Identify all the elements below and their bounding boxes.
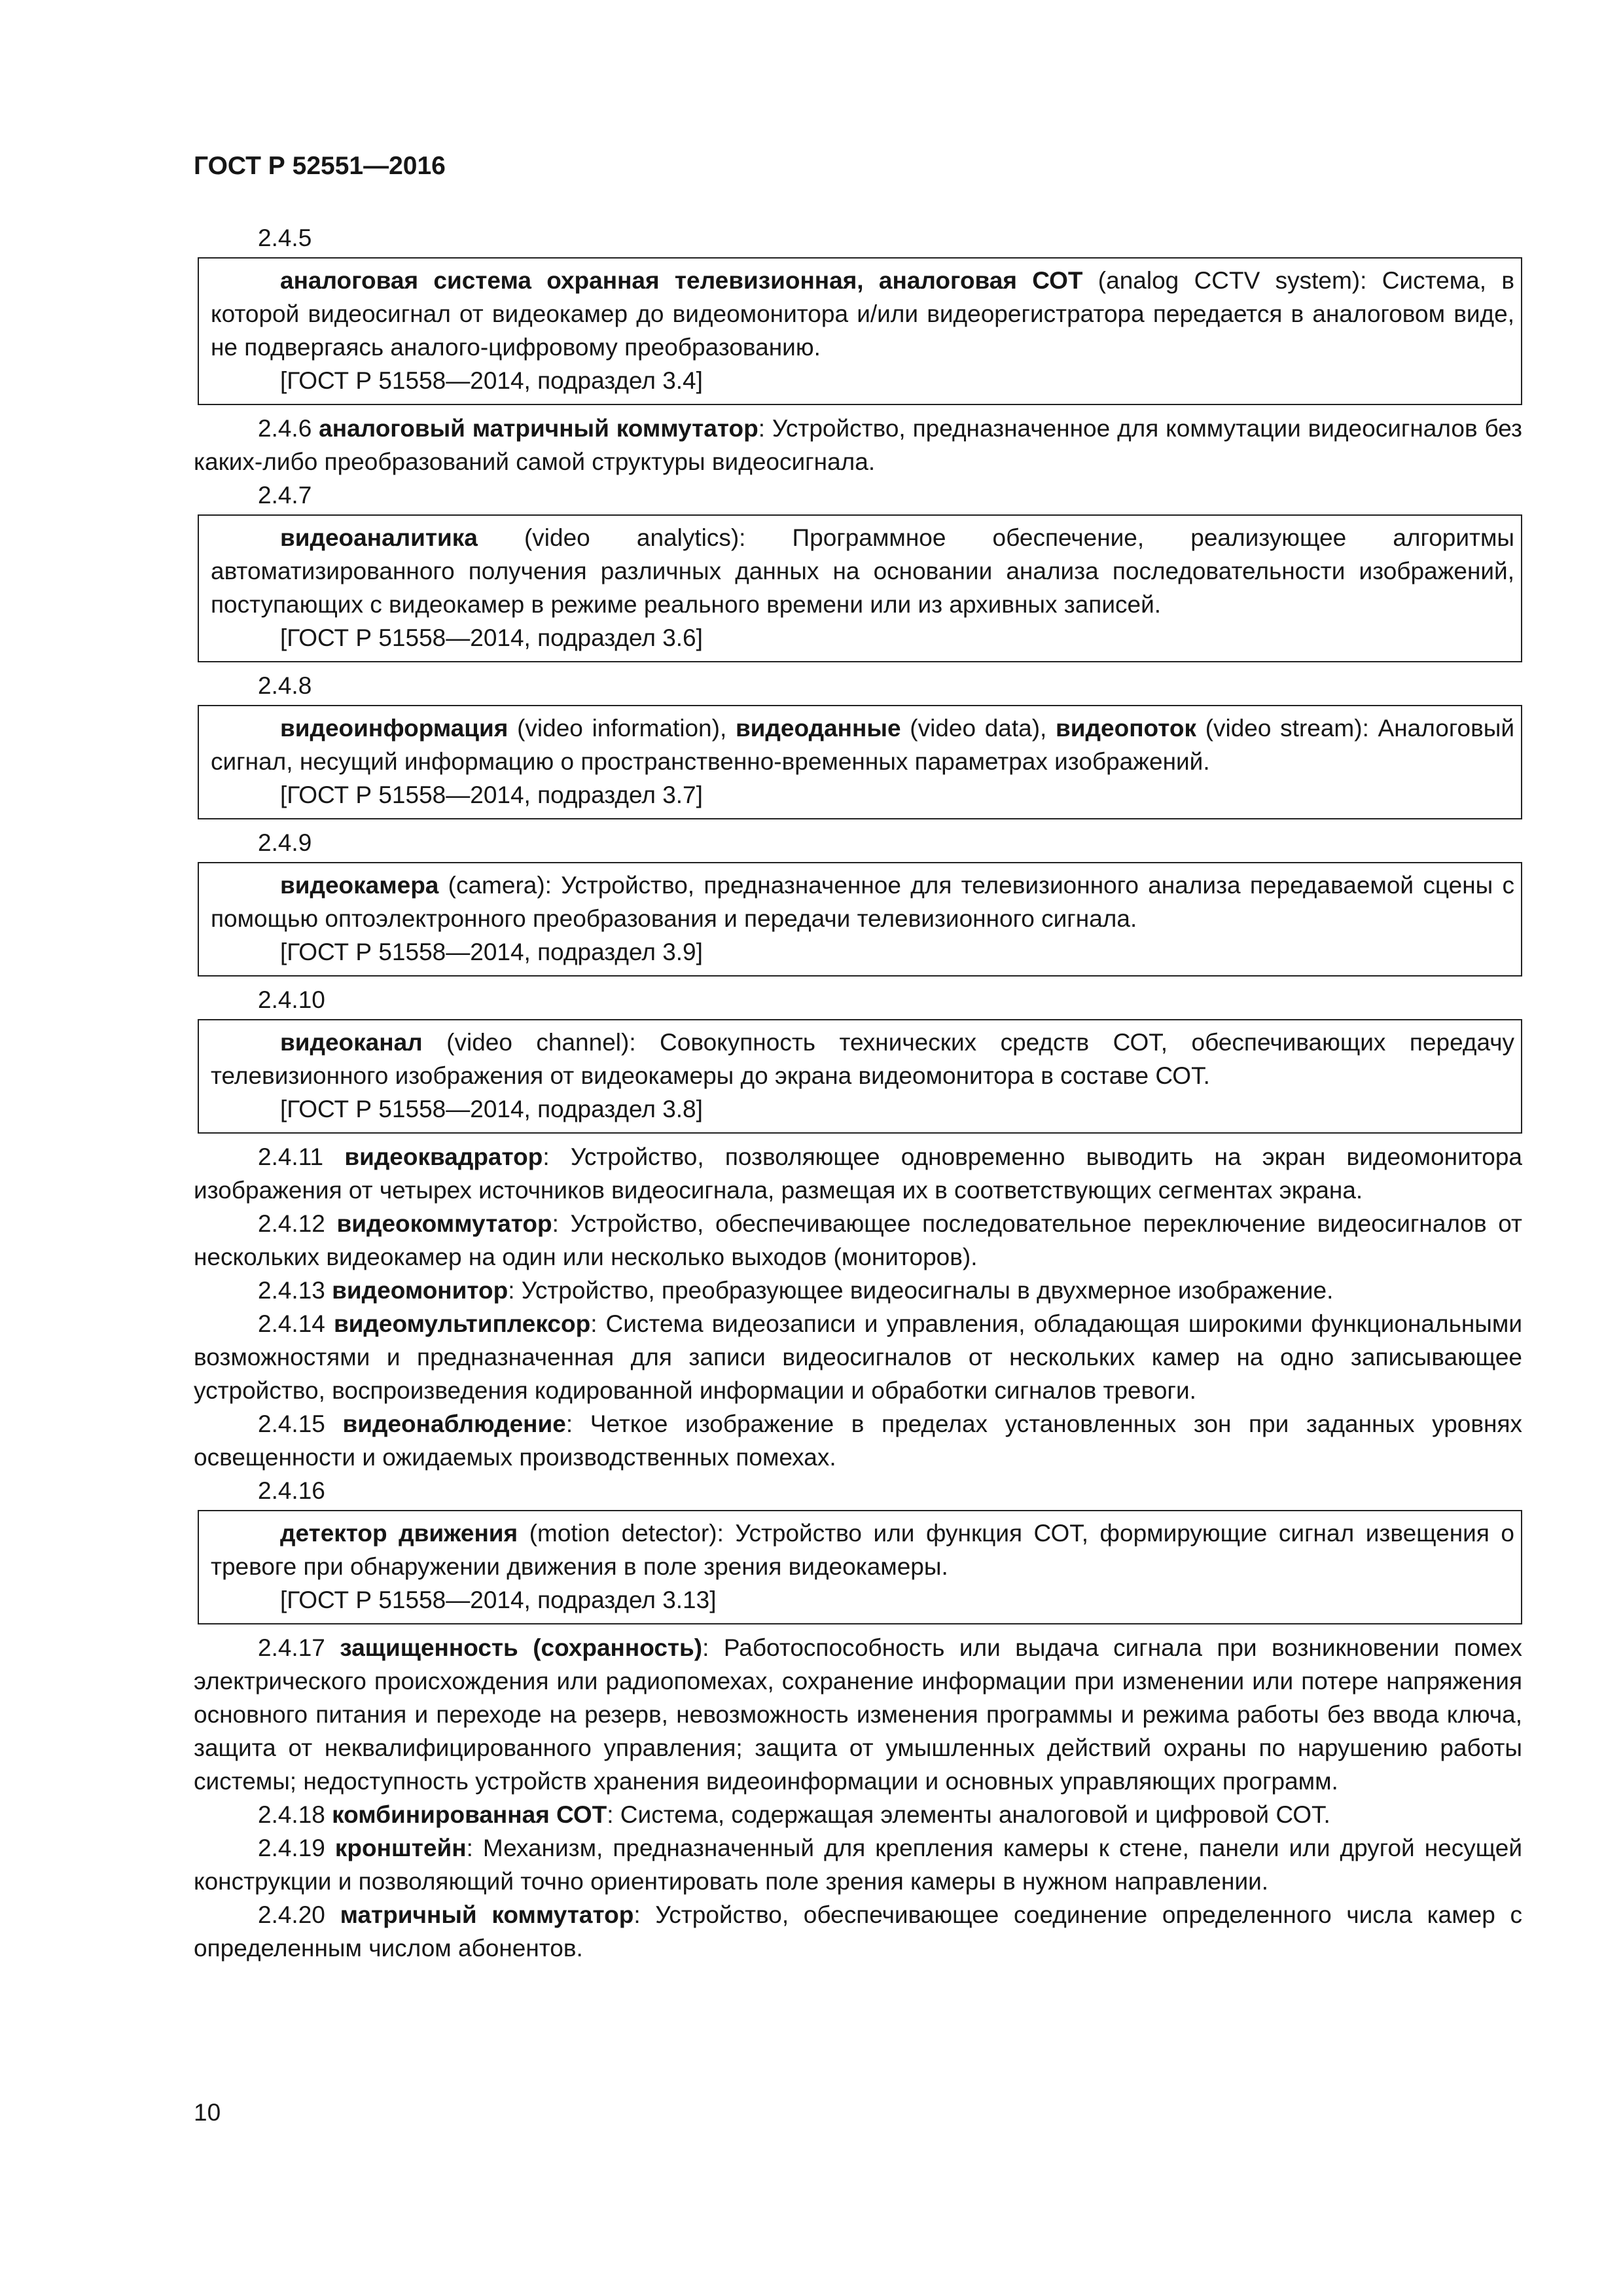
term: видеоквадратор [344, 1143, 543, 1170]
term: видеоинформация [280, 715, 508, 742]
definition: (camera): Устройство, предназначенное для телевизионного анализа передаваемой сцены с помощью оптоэлектронного преобразования и передачи телевизионного сигнала. [211, 872, 1514, 932]
source-reference: [ГОСТ Р 51558—2014, подраздел 3.4] [280, 367, 703, 394]
definition-text [211, 1026, 1514, 1092]
definition: (video analytics): Программное обеспечение, реализующее алгоритмы автоматизированного получения различных данных на основании анализа последовательности изображений, поступающих с видеокамер в режиме реального времени или из архивных записей. [211, 524, 1514, 618]
term: видеонаблюдение [342, 1410, 566, 1437]
term: комбинированная СОТ [332, 1801, 607, 1828]
definition-box [198, 1510, 1522, 1624]
entry-number: 2.4.20 [258, 1901, 325, 1928]
entry-number: 2.4.17 [258, 1634, 325, 1661]
definition: (video data), [901, 715, 1056, 742]
term: аналоговый матричный коммутатор [319, 415, 758, 442]
definition: (analog CCTV system): Система, в которой видеосигнал от видеокамер до видеомонитора и/или видеорегистратора передается в аналоговом виде, не подвергаясь аналого-цифровому преобразованию. [211, 267, 1514, 361]
document-body [194, 221, 1522, 1965]
source-reference: [ГОСТ Р 51558—2014, подраздел 3.13] [280, 1587, 717, 1613]
definition-paragraph [194, 1831, 1522, 1898]
entry-number: 2.4.11 [258, 1143, 324, 1170]
definition-text [211, 869, 1514, 935]
source-reference: [ГОСТ Р 51558—2014, подраздел 3.9] [280, 939, 703, 965]
definition: (video channel): Совокупность технических средств СОТ, обеспечивающих передачу телевизионного изображения от видеокамеры до экрана видеомонитора в составе СОТ. [211, 1029, 1514, 1089]
definition: : Устройство, позволяющее одновременно выводить на экран видеомонитора изображения от четырех источников видеосигнала, размещая их в соответствующих сегментах экрана. [194, 1143, 1523, 1204]
entry-number: 2.4.5 [258, 224, 312, 251]
definition: : Устройство, преобразующее видеосигналы в двухмерное изображение. [508, 1277, 1334, 1304]
term: видеопоток [1056, 715, 1196, 742]
term: видеоканал [280, 1029, 423, 1056]
source-reference: [ГОСТ Р 51558—2014, подраздел 3.7] [280, 781, 703, 808]
definition-box [198, 1019, 1522, 1134]
entry-number: 2.4.16 [258, 1477, 325, 1504]
term: матричный коммутатор [340, 1901, 634, 1928]
definition: (video information), [508, 715, 736, 742]
definition-box [198, 862, 1522, 977]
definition-box [198, 514, 1522, 662]
definition-text [211, 711, 1514, 778]
definition-paragraph [194, 1140, 1522, 1207]
term: видеокамера [280, 872, 439, 899]
entry-number: 2.4.6 [258, 415, 312, 442]
definition: : Система, содержащая элементы аналоговой и цифровой СОТ. [607, 1801, 1330, 1828]
term: видеомультиплексор [333, 1310, 591, 1337]
definition-text [211, 521, 1514, 621]
definition: : Механизм, предназначенный для крепления камеры к стене, панели или другой несущей конструкции и позволяющий точно ориентировать поле зрения камеры в нужном направлении. [194, 1835, 1522, 1895]
definition-paragraph [194, 1207, 1522, 1274]
definition-text [211, 1516, 1514, 1583]
definition-text [211, 264, 1514, 364]
definition-box [198, 257, 1522, 405]
entry-number: 2.4.19 [258, 1835, 325, 1861]
term: аналоговая система охранная телевизионная, аналоговая СОТ [280, 267, 1083, 294]
term: кронштейн [334, 1835, 467, 1861]
definition-paragraph [194, 412, 1522, 478]
definition-paragraph [194, 1307, 1522, 1407]
definition-paragraph [194, 1274, 1522, 1307]
definition: : Четкое изображение в пределах установленных зон при заданных уровнях освещенности и ожидаемых производственных помехах. [194, 1410, 1522, 1471]
term: видеоданные [735, 715, 901, 742]
entry-number: 2.4.13 [258, 1277, 325, 1304]
definition: : Устройство, обеспечивающее соединение определенного числа камер с определенным числом абонентов. [194, 1901, 1522, 1962]
term: видеоаналитика [280, 524, 478, 551]
term: видеомонитор [332, 1277, 508, 1304]
page-number: 10 [194, 2099, 221, 2126]
definition-paragraph [194, 1898, 1522, 1965]
definition: : Система видеозаписи и управления, обладающая широкими функциональными возможностями и предназначенная для записи видеосигналов от нескольких камер на одно записывающее устройство, воспроизведения кодированной информации и обработки сигналов тревоги. [194, 1310, 1523, 1404]
source-reference: [ГОСТ Р 51558—2014, подраздел 3.8] [280, 1096, 703, 1122]
term: защищенность (сохранность) [340, 1634, 703, 1661]
source-reference: [ГОСТ Р 51558—2014, подраздел 3.6] [280, 624, 703, 651]
entry-number: 2.4.18 [258, 1801, 325, 1828]
definition-box [198, 705, 1522, 819]
entry-number: 2.4.7 [258, 482, 312, 509]
definition-paragraph [194, 1631, 1522, 1798]
definition-paragraph [194, 1798, 1522, 1831]
entry-number: 2.4.14 [258, 1310, 325, 1337]
entry-number: 2.4.12 [258, 1210, 325, 1237]
entry-number: 2.4.10 [258, 986, 325, 1013]
definition: (video stream): Аналоговый сигнал, несущий информацию о пространственно-временных параметрах изображений. [211, 715, 1514, 775]
document-header: ГОСТ Р 52551—2016 [194, 152, 446, 180]
entry-number: 2.4.15 [258, 1410, 325, 1437]
term: видеокоммутатор [336, 1210, 552, 1237]
definition: : Устройство, обеспечивающее последовательное переключение видеосигналов от нескольких видеокамер на один или несколько выходов (мониторов). [194, 1210, 1522, 1270]
term: детектор движения [280, 1520, 518, 1547]
definition: : Работоспособность или выдача сигнала при возникновении помех электрического происхождения или радиопомехах, сохранение информации при изменении или потере напряжения основного питания и переходе на резерв, невозможность изменения программы и режима работы без ввода ключа, защита от неквалифицированного управления; защита от умышленных действий охраны по нарушению работы системы; недоступность устройств хранения видеоинформации и основных управляющих программ. [194, 1634, 1522, 1795]
entry-number: 2.4.8 [258, 672, 312, 699]
entry-number: 2.4.9 [258, 829, 312, 856]
definition-paragraph [194, 1407, 1522, 1474]
definition: (motion detector): Устройство или функция СОТ, формирующие сигнал извещения о тревоге при обнаружении движения в поле зрения видеокамеры. [211, 1520, 1514, 1580]
definition: : Устройство, предназначенное для коммутации видеосигналов без каких-либо преобразований самой структуры видеосигнала. [194, 415, 1522, 475]
